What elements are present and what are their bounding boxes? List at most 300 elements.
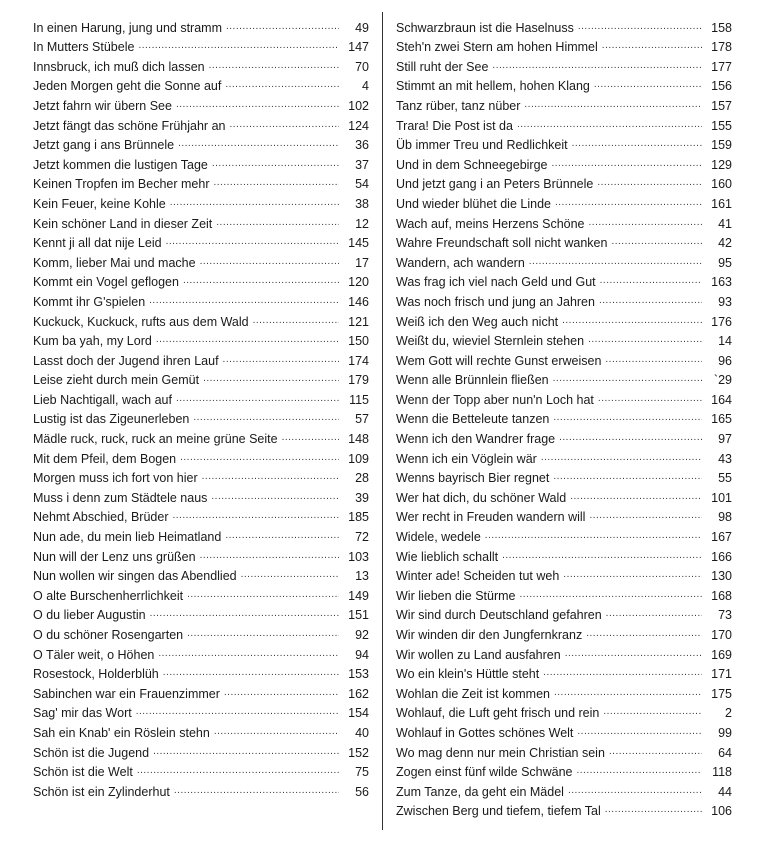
index-entry xyxy=(33,524,369,544)
index-entry xyxy=(33,740,369,760)
dot-leader xyxy=(170,198,339,208)
column-divider xyxy=(382,12,383,830)
page-number: 4 xyxy=(362,79,369,94)
page-number: 155 xyxy=(711,118,732,133)
song-title: Wem Gott will rechte Gunst erweisen xyxy=(396,353,602,368)
page-number: 169 xyxy=(711,647,732,662)
dot-leader xyxy=(193,413,339,423)
page-number: 43 xyxy=(718,451,732,466)
index-entry xyxy=(33,231,369,251)
index-entry xyxy=(396,426,732,446)
dot-leader xyxy=(226,22,339,32)
index-column-right xyxy=(396,15,732,818)
index-entry xyxy=(33,466,369,486)
page-number: 73 xyxy=(718,608,732,623)
dot-leader xyxy=(149,296,339,306)
page-number: 146 xyxy=(348,294,369,309)
page-number: 156 xyxy=(711,79,732,94)
dot-leader xyxy=(554,688,702,698)
page-number: 38 xyxy=(355,196,369,211)
dot-leader xyxy=(578,22,702,32)
page-number: 55 xyxy=(718,471,732,486)
index-column-left xyxy=(33,15,369,799)
index-entry xyxy=(33,329,369,349)
dot-leader xyxy=(563,570,702,580)
page-number: `29 xyxy=(713,373,732,388)
index-entry xyxy=(396,544,732,564)
index-entry xyxy=(396,368,732,388)
song-title: Und jetzt gang i an Peters Brünnele xyxy=(396,177,594,192)
song-title: Wir winden dir den Jungfernkranz xyxy=(396,628,583,642)
page-number: 152 xyxy=(348,745,369,760)
song-title: Jeden Morgen geht die Sonne auf xyxy=(33,79,222,94)
page-number: 151 xyxy=(348,608,369,623)
index-entry xyxy=(396,466,732,486)
dot-leader xyxy=(223,355,339,365)
index-entry xyxy=(396,662,732,682)
page-number: 149 xyxy=(348,588,369,603)
dot-leader xyxy=(577,727,702,737)
index-entry xyxy=(33,662,369,682)
dot-leader xyxy=(200,551,339,561)
song-title: Nun will der Lenz uns grüßen xyxy=(33,549,196,564)
index-entry xyxy=(396,681,732,701)
page-number: 40 xyxy=(355,725,369,740)
page-number: 167 xyxy=(711,530,732,545)
page-number: 37 xyxy=(355,157,369,172)
index-entry xyxy=(396,152,732,172)
index-entry xyxy=(396,446,732,466)
song-title: Kennt ji all dat nije Leid xyxy=(33,236,162,251)
dot-leader xyxy=(597,178,702,188)
song-title: Wohlan die Zeit ist kommen xyxy=(396,686,550,701)
dot-leader xyxy=(166,237,339,247)
page-number: 2 xyxy=(725,706,732,721)
index-entry xyxy=(33,309,369,329)
index-entry xyxy=(396,250,732,270)
song-title: Wach auf, meins Herzens Schöne xyxy=(396,216,585,231)
dot-leader xyxy=(524,100,702,110)
song-title: Wenn alle Brünnlein fließen xyxy=(396,373,549,388)
page-number: 17 xyxy=(355,255,369,270)
index-entry xyxy=(33,368,369,388)
page-number: 171 xyxy=(711,667,732,682)
dot-leader xyxy=(589,511,702,521)
index-entry xyxy=(33,446,369,466)
index-entry xyxy=(396,211,732,231)
page-number: 70 xyxy=(355,59,369,74)
index-entry xyxy=(33,583,369,603)
dot-leader xyxy=(214,727,339,737)
song-title: Was noch frisch und jung an Jahren xyxy=(396,294,595,309)
dot-leader xyxy=(174,786,339,796)
song-title: Muss i denn zum Städtele naus xyxy=(33,490,208,505)
page-number: 109 xyxy=(348,451,369,466)
index-entry xyxy=(396,760,732,780)
dot-leader xyxy=(603,707,702,717)
song-title: Jetzt gang i ans Brünnele xyxy=(33,138,175,153)
dot-leader xyxy=(200,257,339,267)
index-entry xyxy=(33,152,369,172)
song-title: Und in dem Schneegebirge xyxy=(396,157,548,172)
dot-leader xyxy=(225,80,339,90)
index-entry xyxy=(396,720,732,740)
page-number: 41 xyxy=(718,216,732,231)
song-title: Sah ein Knab' ein Röslein stehn xyxy=(33,725,210,740)
song-title: Wenn ich den Wandrer frage xyxy=(396,432,556,447)
song-title: Sabinchen war ein Frauenzimmer xyxy=(33,686,220,701)
index-entry xyxy=(396,387,732,407)
song-title: Kommt ihr G'spielen xyxy=(33,294,146,309)
index-entry xyxy=(396,133,732,153)
song-title: Wohlauf in Gottes schönes Welt xyxy=(396,725,574,740)
song-title: Steh'n zwei Stern am hohen Himmel xyxy=(396,40,598,55)
page-number: 124 xyxy=(348,118,369,133)
song-title: In einen Harung, jung und stramm xyxy=(33,20,222,35)
dot-leader xyxy=(163,668,339,678)
song-title: Zum Tanze, da geht ein Mädel xyxy=(396,784,564,799)
song-title: Und wieder blühet die Linde xyxy=(396,196,551,211)
page-number: 160 xyxy=(711,177,732,192)
page-number: 36 xyxy=(355,138,369,153)
dot-leader xyxy=(173,511,340,521)
song-title: Schwarzbraun ist die Haselnuss xyxy=(396,20,574,35)
dot-leader xyxy=(153,747,339,757)
dot-leader xyxy=(138,41,339,51)
index-entry xyxy=(396,505,732,525)
index-entry xyxy=(396,289,732,309)
dot-leader xyxy=(562,316,702,326)
song-title: Wie lieblich schallt xyxy=(396,549,499,564)
song-title: Wo mag denn nur mein Christian sein xyxy=(396,745,605,760)
song-title: Weißt du, wieviel Sternlein stehen xyxy=(396,334,585,349)
song-title: Üb immer Treu und Redlichkeit xyxy=(396,138,568,153)
page-number: 154 xyxy=(348,706,369,721)
song-title: Kum ba yah, my Lord xyxy=(33,334,152,349)
song-title: Stimmt an mit hellem, hohen Klang xyxy=(396,79,590,94)
index-entry xyxy=(396,799,732,819)
song-title: Schön ist die Welt xyxy=(33,765,133,780)
song-title: Nehmt Abschied, Brüder xyxy=(33,510,169,525)
dot-leader xyxy=(588,335,702,345)
index-entry xyxy=(33,407,369,427)
page-number: 56 xyxy=(355,784,369,799)
index-entry xyxy=(33,564,369,584)
song-title: Jetzt kommen die lustigen Tage xyxy=(33,157,208,172)
dot-leader xyxy=(609,747,702,757)
song-title: Jetzt fahrn wir übern See xyxy=(33,98,172,113)
dot-leader xyxy=(517,120,702,130)
dot-leader xyxy=(187,590,339,600)
dot-leader xyxy=(606,609,702,619)
index-entry xyxy=(396,348,732,368)
index-entry xyxy=(396,93,732,113)
dot-leader xyxy=(553,374,702,384)
dot-leader xyxy=(485,531,702,541)
dot-leader xyxy=(543,668,702,678)
song-title: O Täler weit, o Höhen xyxy=(33,647,155,662)
page-number: 130 xyxy=(711,569,732,584)
song-title: Kommt ein Vogel geflogen xyxy=(33,275,179,290)
song-title: Wir sind durch Deutschland gefahren xyxy=(396,608,602,623)
index-entry xyxy=(396,309,732,329)
page-number: 64 xyxy=(718,745,732,760)
dot-leader xyxy=(203,374,339,384)
dot-leader xyxy=(187,629,339,639)
index-entry xyxy=(33,74,369,94)
dot-leader xyxy=(611,237,702,247)
page-number: 175 xyxy=(711,686,732,701)
page-number: 145 xyxy=(348,236,369,251)
index-entry xyxy=(396,583,732,603)
song-title: In Mutters Stübele xyxy=(33,40,135,55)
song-title: Wenn ich ein Vöglein wär xyxy=(396,451,537,466)
index-entry xyxy=(396,15,732,35)
dot-leader xyxy=(253,316,339,326)
page-number: 115 xyxy=(349,392,369,407)
song-title: Wohlauf, die Luft geht frisch und rein xyxy=(396,706,600,721)
dot-leader xyxy=(136,707,339,717)
song-title: Wir wollen zu Land ausfahren xyxy=(396,647,561,662)
page-number: 120 xyxy=(348,275,369,290)
page-number: 96 xyxy=(718,353,732,368)
dot-leader xyxy=(520,590,703,600)
song-title: Was frag ich viel nach Geld und Gut xyxy=(396,275,596,290)
page-number: 39 xyxy=(355,490,369,505)
index-entry xyxy=(33,191,369,211)
page-number: 44 xyxy=(718,784,732,799)
index-entry xyxy=(396,642,732,662)
page-number: 157 xyxy=(711,98,732,113)
song-title: Winter ade! Scheiden tut weh xyxy=(396,569,560,584)
song-title: O du lieber Augustin xyxy=(33,608,146,623)
page-number: 148 xyxy=(348,432,369,447)
page-number: 159 xyxy=(711,138,732,153)
dot-leader xyxy=(213,178,339,188)
page-number: 103 xyxy=(348,549,369,564)
page-number: 177 xyxy=(711,59,732,74)
page-number: 99 xyxy=(718,725,732,740)
index-entry xyxy=(396,54,732,74)
song-title: Nun wollen wir singen das Abendlied xyxy=(33,569,237,584)
dot-leader xyxy=(565,649,702,659)
index-entry xyxy=(396,113,732,133)
dot-leader xyxy=(594,80,702,90)
page-number: 147 xyxy=(348,40,369,55)
index-entry xyxy=(33,544,369,564)
dot-leader xyxy=(589,218,702,228)
song-title: O du schöner Rosengarten xyxy=(33,628,184,642)
index-entry xyxy=(396,603,732,623)
song-title: Lasst doch der Jugend ihren Lauf xyxy=(33,353,219,368)
page-number: 92 xyxy=(355,628,369,642)
dot-leader xyxy=(553,413,702,423)
dot-leader xyxy=(541,453,702,463)
song-title: Widele, wedele xyxy=(396,530,481,545)
song-title: Wo ein klein's Hüttle steht xyxy=(396,667,540,682)
song-title: Wandern, ach wandern xyxy=(396,255,525,270)
index-entry xyxy=(396,172,732,192)
dot-leader xyxy=(150,609,339,619)
dot-leader xyxy=(216,218,339,228)
index-entry xyxy=(33,505,369,525)
page-number: 118 xyxy=(712,765,732,780)
song-title: Weiß ich den Weg auch nicht xyxy=(396,314,559,329)
dot-leader xyxy=(605,355,702,365)
page-number: 170 xyxy=(711,628,732,642)
page-number: 102 xyxy=(348,98,369,113)
index-entry xyxy=(33,211,369,231)
page-number: 95 xyxy=(718,255,732,270)
dot-leader xyxy=(552,159,703,169)
page-number: 54 xyxy=(355,177,369,192)
song-title: O alte Burschenherrlichkeit xyxy=(33,588,184,603)
index-entry xyxy=(396,485,732,505)
song-title: Wer hat dich, du schöner Wald xyxy=(396,490,567,505)
dot-leader xyxy=(492,61,702,71)
index-entry xyxy=(33,622,369,642)
song-title: Sag' mir das Wort xyxy=(33,706,132,721)
page-number: 121 xyxy=(348,314,369,329)
index-entry xyxy=(396,35,732,55)
dot-leader xyxy=(137,766,339,776)
index-entry xyxy=(33,426,369,446)
index-entry xyxy=(396,622,732,642)
index-entry xyxy=(33,779,369,799)
dot-leader xyxy=(502,551,702,561)
song-title: Wenn die Betteleute tanzen xyxy=(396,412,550,427)
dot-leader xyxy=(241,570,339,580)
song-title: Innsbruck, ich muß dich lassen xyxy=(33,59,205,74)
index-entry xyxy=(396,524,732,544)
dot-leader xyxy=(598,394,702,404)
page-number: 106 xyxy=(711,804,732,819)
song-title: Lieb Nachtigall, wach auf xyxy=(33,392,172,407)
page-number: 13 xyxy=(355,569,369,584)
song-title: Keinen Tropfen im Becher mehr xyxy=(33,177,210,192)
dot-leader xyxy=(577,766,703,776)
index-entry xyxy=(396,231,732,251)
index-entry xyxy=(396,407,732,427)
index-entry xyxy=(396,270,732,290)
index-entry xyxy=(33,270,369,290)
song-title: Mädle ruck, ruck, ruck an meine grüne Seite xyxy=(33,432,278,447)
dot-leader xyxy=(570,492,702,502)
song-title: Schön ist ein Zylinderhut xyxy=(33,784,170,799)
song-title: Tanz rüber, tanz nüber xyxy=(396,98,521,113)
index-entry xyxy=(33,35,369,55)
index-entry xyxy=(396,191,732,211)
index-entry xyxy=(33,250,369,270)
index-entry xyxy=(33,133,369,153)
song-title: Jetzt fängt das schöne Frühjahr an xyxy=(33,118,226,133)
page-number: 28 xyxy=(355,471,369,486)
song-title: Kuckuck, Kuckuck, rufts aus dem Wald xyxy=(33,314,249,329)
index-entry xyxy=(33,603,369,623)
page-number: 165 xyxy=(711,412,732,427)
song-title: Mit dem Pfeil, dem Bogen xyxy=(33,451,177,466)
page-number: 163 xyxy=(711,275,732,290)
index-entry xyxy=(33,720,369,740)
page-number: 178 xyxy=(711,40,732,55)
index-entry xyxy=(33,701,369,721)
page-number: 153 xyxy=(348,667,369,682)
song-title: Kein Feuer, keine Kohle xyxy=(33,196,166,211)
dot-leader xyxy=(572,139,702,149)
dot-leader xyxy=(599,296,702,306)
page-number: 179 xyxy=(348,373,369,388)
dot-leader xyxy=(156,335,339,345)
song-title: Schön ist die Jugend xyxy=(33,745,150,760)
index-entry xyxy=(396,740,732,760)
page-number: 101 xyxy=(711,490,732,505)
index-entry xyxy=(33,289,369,309)
page-number: 158 xyxy=(711,20,732,35)
song-title: Wenn der Topp aber nun'n Loch hat xyxy=(396,392,594,407)
index-entry xyxy=(33,93,369,113)
page-number: 72 xyxy=(355,530,369,545)
dot-leader xyxy=(529,257,702,267)
dot-leader xyxy=(553,472,702,482)
page-number: 93 xyxy=(718,294,732,309)
song-title: Lustig ist das Zigeunerleben xyxy=(33,412,190,427)
index-entry xyxy=(33,681,369,701)
dot-leader xyxy=(212,159,339,169)
dot-leader xyxy=(209,61,339,71)
page-number: 162 xyxy=(348,686,369,701)
song-title: Leise zieht durch mein Gemüt xyxy=(33,373,200,388)
dot-leader xyxy=(178,139,339,149)
song-title: Nun ade, du mein lieb Heimatland xyxy=(33,530,222,545)
page-number: 150 xyxy=(348,334,369,349)
dot-leader xyxy=(176,100,339,110)
page-number: 14 xyxy=(718,334,732,349)
song-title: Zogen einst fünf wilde Schwäne xyxy=(396,765,573,780)
dot-leader xyxy=(229,120,339,130)
song-title: Kein schöner Land in dieser Zeit xyxy=(33,216,213,231)
index-entry xyxy=(396,329,732,349)
page-number: 57 xyxy=(355,412,369,427)
page-number: 174 xyxy=(348,353,369,368)
page-number: 97 xyxy=(718,432,732,447)
dot-leader xyxy=(559,433,702,443)
dot-leader xyxy=(211,492,339,502)
page-number: 75 xyxy=(355,765,369,780)
index-entry xyxy=(33,485,369,505)
dot-leader xyxy=(224,688,339,698)
song-title: Zwischen Berg und tiefem, tiefem Tal xyxy=(396,804,601,819)
dot-leader xyxy=(568,786,702,796)
index-entry xyxy=(396,779,732,799)
index-entry xyxy=(33,387,369,407)
dot-leader xyxy=(183,276,339,286)
page-number: 42 xyxy=(718,236,732,251)
song-title: Rosestock, Holderblüh xyxy=(33,667,159,682)
dot-leader xyxy=(555,198,702,208)
index-entry xyxy=(33,54,369,74)
page-number: 94 xyxy=(355,647,369,662)
page-number: 129 xyxy=(711,157,732,172)
index-entry xyxy=(33,760,369,780)
index-entry xyxy=(396,701,732,721)
page-number: 164 xyxy=(711,392,732,407)
dot-leader xyxy=(602,41,702,51)
dot-leader xyxy=(605,805,702,815)
page-number: 49 xyxy=(355,20,369,35)
index-entry xyxy=(33,15,369,35)
song-title: Wer recht in Freuden wandern will xyxy=(396,510,586,525)
index-entry xyxy=(33,642,369,662)
